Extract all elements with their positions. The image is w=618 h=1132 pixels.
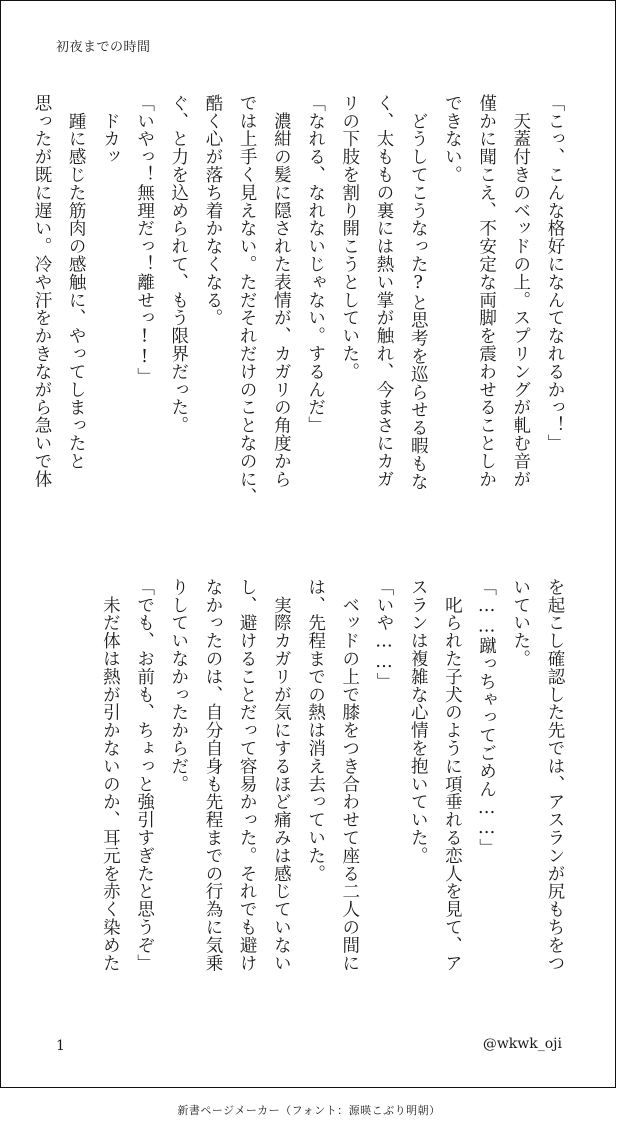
text-column: 「いや……」: [373, 578, 394, 691]
page-title: 初夜までの時間: [56, 40, 151, 55]
text-column: ドカッ: [100, 94, 121, 166]
upper-text-block: [25, 94, 572, 534]
text-column: を起こし確認した先では、アスランが尻もちをつ: [545, 578, 565, 972]
text-column: 「いやっ！無理だっ！離せっ!!」: [134, 94, 155, 386]
text-column: 濃紺の髪に隠された表情が、カガリの角度から: [271, 94, 292, 488]
text-column: 叱られた子犬のように項垂れる恋人を見て、ア: [442, 578, 463, 972]
text-column: 酷く心が落ち着かなくなる。: [202, 94, 223, 327]
text-column: どうしてこうなった?と思考を巡らせる暇もな: [408, 94, 429, 491]
author-handle: @wkwk_oji: [482, 1036, 562, 1052]
text-column: は、先程までの熱は消え去っていた。: [305, 578, 326, 883]
text-column: 天蓋付きのベッドの上。スプリングが軋む音が: [510, 94, 531, 488]
text-column: く、太ももの裏には熱い掌が触れ、今まさにカガ: [373, 94, 394, 488]
text-column: 「でも、お前も、ちょっと強引すぎたと思うぞ」: [134, 578, 155, 972]
text-column: いていた。: [510, 578, 531, 668]
text-column: スランは複雑な心情を抱いていた。: [408, 578, 429, 865]
text-column: リの下肢を割り開こうとしていた。: [339, 94, 360, 381]
text-column: 「こっ、こんな格好になんてなれるかっ！」: [545, 94, 565, 452]
generator-credit: 新書ページメーカー（フォント：源暎こぶり明朝）: [177, 1104, 441, 1117]
text-column: 僅かに聞こえ、不安定な両脚を震わせることしか: [476, 94, 497, 488]
text-column: 「なれる、なれないじゃない。するんだ」: [305, 94, 326, 435]
text-column: ぐ、と力を込められて、もう限界だった。: [168, 94, 189, 435]
text-column: 思ったが既に遅い。冷や汗をかきながら急いで体: [31, 94, 52, 488]
text-column: できない。: [442, 94, 463, 184]
text-column: なかったのは、自分自身も先程までの行為に気乗: [202, 578, 223, 972]
text-column: りしていなかったからだ。: [168, 578, 189, 793]
lower-text-block: [93, 578, 572, 998]
text-column: し、避けることだって容易かった。それでも避け: [237, 578, 258, 972]
page-number: 1: [56, 1038, 65, 1054]
text-column: では上手く見えない。ただそれだけのことなのに、: [237, 94, 258, 506]
text-column: 実際カガリが気にするほど痛みは感じていない: [271, 578, 292, 972]
text-column: ベッドの上で膝をつき合わせて座る二人の間に: [339, 578, 360, 972]
text-column: 踵に感じた筋肉の感触に、やってしまったと: [66, 94, 87, 470]
text-column: 「……蹴っちゃってごめん……」: [476, 578, 497, 857]
text-column: 未だ体は熱が引かないのか、耳元を赤く染めた: [100, 578, 121, 972]
